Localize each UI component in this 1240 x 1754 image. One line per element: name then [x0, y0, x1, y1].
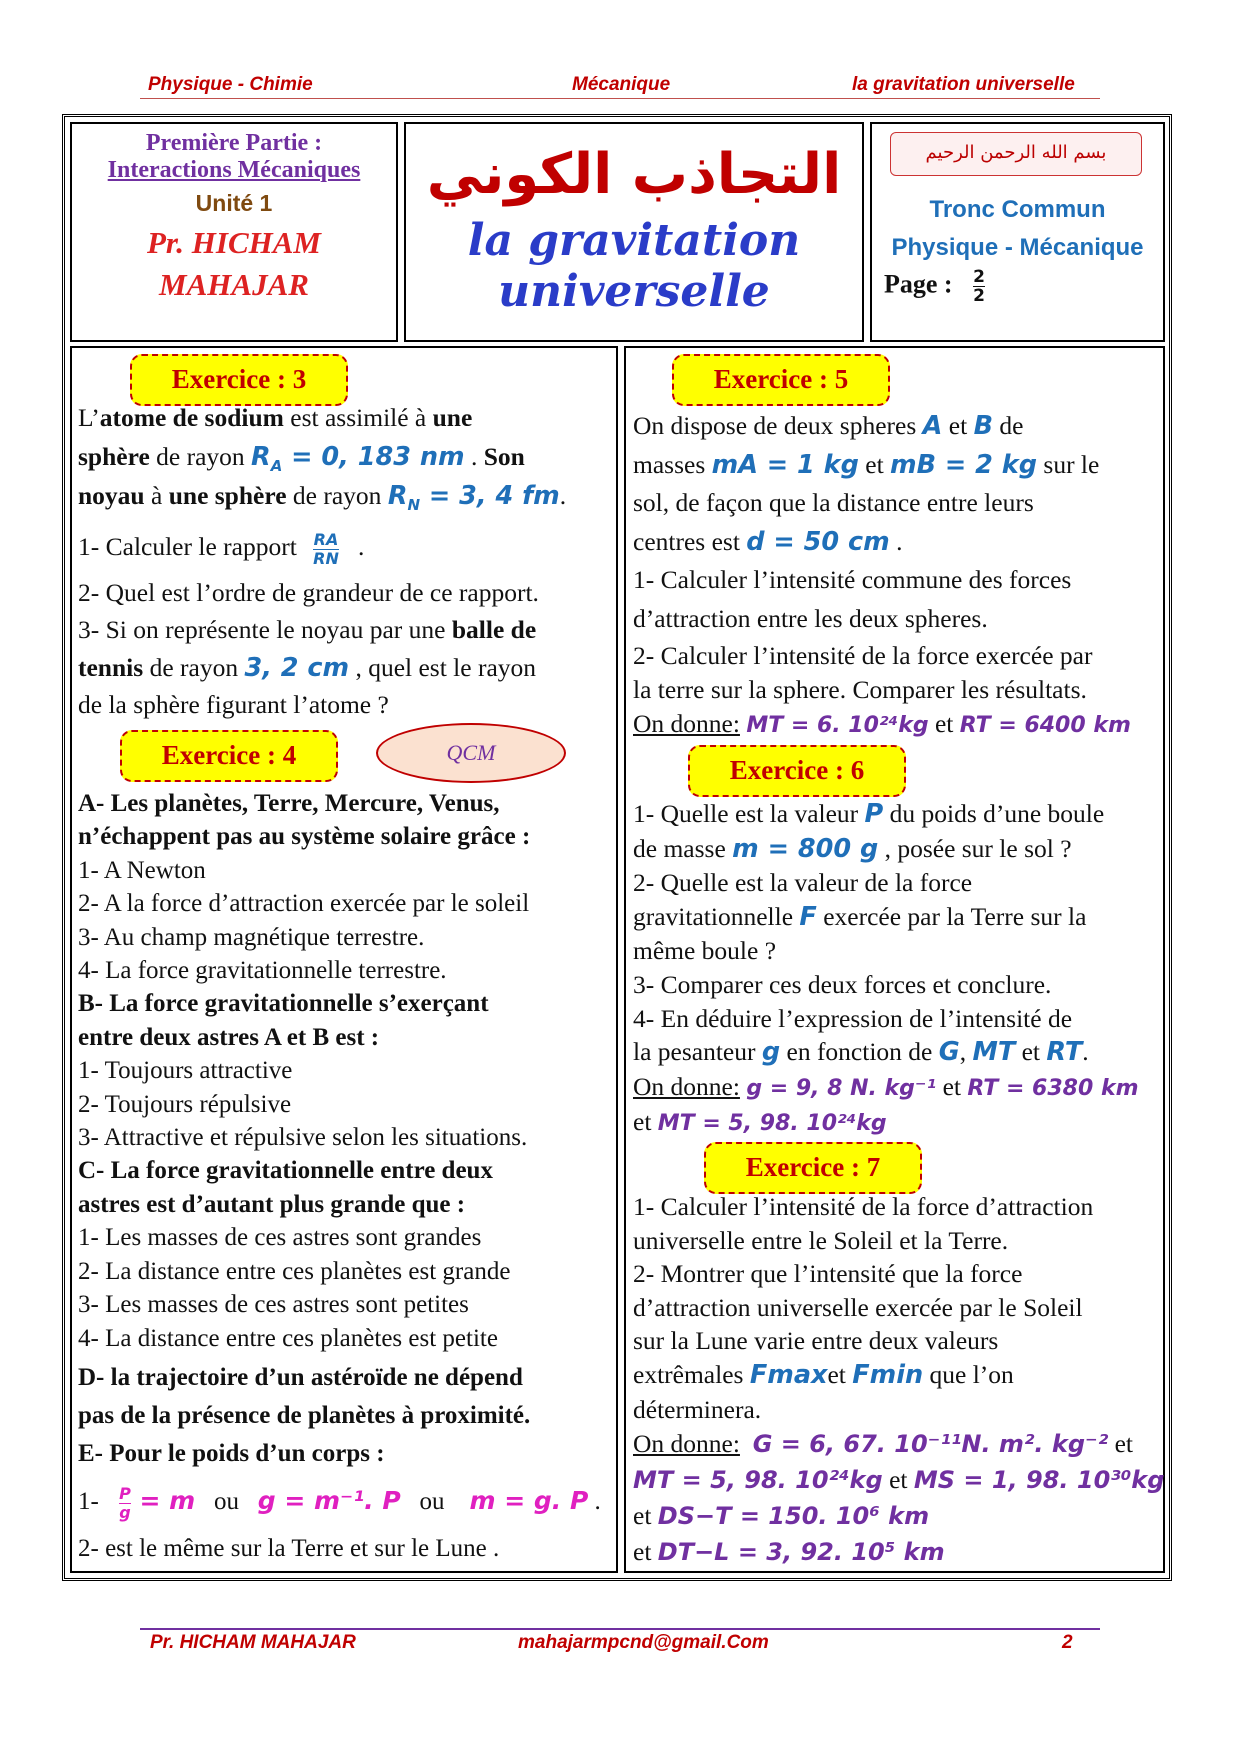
exercise-7-tag: Exercice : 7: [704, 1142, 922, 1194]
exercise-4-tag: Exercice : 4: [120, 730, 338, 782]
footer-author: Pr. HICHAM MAHAJAR: [150, 1632, 356, 1653]
teacher-last: MAHAJAR: [159, 267, 309, 302]
interactions-label: Interactions Mécaniques: [107, 157, 361, 183]
ex4-B-option: 1- Toujours attractive: [78, 1057, 293, 1085]
ex4-B-option: 3- Attractive et répulsive selon les situations.: [78, 1124, 528, 1152]
t: et: [928, 708, 960, 738]
ex6-question-2d: même boule ?: [633, 936, 777, 966]
footer-page-number: 2: [1062, 1632, 1073, 1653]
ex5-question-1b: d’attraction entre les deux spheres.: [633, 603, 988, 633]
t: 1-: [78, 1487, 99, 1515]
t: MT: [972, 1037, 1016, 1068]
t: RT = 6400 km: [959, 712, 1131, 738]
ex3-question-3-end: de la sphère figurant l’atome ?: [78, 690, 389, 719]
ex4-C-line2: astres est d’autant plus grande que :: [78, 1190, 466, 1218]
t: g: [119, 1502, 131, 1522]
t: tennis: [78, 653, 144, 682]
ex4-C-option: 3- Les masses de ces astres sont petites: [78, 1291, 469, 1319]
t: atome de sodium: [99, 403, 284, 432]
t: m = g. P: [469, 1485, 589, 1515]
t: et: [942, 411, 974, 440]
page-fraction: [973, 268, 985, 305]
t: R: [251, 442, 271, 472]
t: RA: [313, 529, 339, 549]
t: et: [633, 1501, 658, 1531]
t: et: [882, 1465, 914, 1495]
t: de masse: [633, 833, 733, 863]
t: centres est: [633, 526, 747, 556]
t: et: [633, 1107, 658, 1137]
exercise-3-tag: Exercice : 3: [130, 354, 348, 406]
t: = m: [130, 1485, 196, 1515]
ex5-question-1: 1- Calculer l’intensité commune des forces: [633, 565, 1072, 595]
footer-email[interactable]: mahajarmpcnd@gmail.Com: [518, 1632, 769, 1653]
page-indicator: [884, 268, 1163, 305]
page-total: 2: [973, 286, 985, 306]
ex4-A-option: 4- La force gravitationnelle terrestre.: [78, 957, 447, 985]
exercise-6-body: 1- Quelle est la valeur P du poids d’une boule de masse m = 800 g , posée sur le sol ? 2- Quelle est la valeur de la force gravitationnelle F exercée par la Terre sur la même boule ? 3- Comparer ces deux forces et conclure. 4- En déduire l’expression de l’intensité de la pesanteur g en fonction de G, MT et RT. On donne: g = 9, 8 N. kg⁻¹ et RT = 6380 km et MT = 5, 98. 10²⁴kg: [633, 797, 1168, 1141]
t: DT−L = 3, 92. 10⁵ km: [657, 1538, 945, 1567]
t: balle de: [451, 615, 537, 644]
header-subject: Physique - Chimie: [148, 74, 313, 95]
t: mA = 1 kg: [711, 449, 859, 480]
ex4-C-line1: C- La force gravitationnelle entre deux: [78, 1157, 493, 1185]
t: A: [922, 411, 943, 441]
ex4-A-line2: n’échappent pas au système solaire grâce :: [78, 823, 531, 851]
exercise-7-body: [633, 1190, 1168, 1570]
ex4-E-option-2: 2- est le même sur la Terre et sur le Lune .: [78, 1534, 500, 1562]
t: MT = 5, 98. 10²⁴kg: [657, 1111, 887, 1137]
t: B: [973, 411, 993, 441]
ex4-E-line1: E- Pour le poids d’un corps :: [78, 1439, 385, 1467]
t: ou: [213, 1487, 239, 1515]
ex4-A-option: 3- Au champ magnétique terrestre.: [78, 923, 425, 951]
ex5-question-2: 2- Calculer l’intensité de la force exercée par: [633, 640, 1093, 670]
t: = 3, 4 fm: [420, 481, 560, 511]
ex7-question-2: 2- Montrer que l’intensité que la force: [633, 1259, 1023, 1289]
qcm-badge: QCM: [376, 723, 566, 783]
t: On donne:: [633, 708, 740, 738]
t: MT = 6. 10²⁴kg: [746, 712, 929, 738]
ex7-question-1b: universelle entre le Soleil et la Terre.: [633, 1225, 1009, 1255]
t: 1- Calculer le rapport: [78, 532, 297, 561]
t: et: [936, 1071, 968, 1101]
t: m = 800 g: [732, 833, 879, 864]
t: mB = 2 kg: [890, 449, 1038, 480]
t: est assimilé à: [283, 403, 433, 432]
header-branch: Mécanique: [572, 74, 671, 95]
title-arabic: التجاذب الكوني: [426, 142, 842, 207]
t: que l’on: [923, 1359, 1014, 1389]
ex4-A-option: 2- A la force d’attraction exercée par le soleil: [78, 890, 530, 918]
t: .: [464, 442, 484, 471]
t: = 0, 183 nm: [282, 442, 465, 472]
ex4-C-option: 4- La distance entre ces planètes est petite: [78, 1324, 498, 1352]
t: RN: [313, 548, 339, 568]
part-label: Première Partie :: [145, 130, 323, 156]
title-center-cell: [404, 122, 864, 342]
ratio-fraction: [313, 531, 339, 568]
t: g = 9, 8 N. kg⁻¹: [746, 1075, 937, 1101]
t: de: [999, 411, 1024, 440]
ex5-line3: sol, de façon que la distance entre leurs: [633, 488, 1034, 518]
ex5-question-2b: la terre sur la sphere. Comparer les résultats.: [633, 674, 1087, 704]
ex6-question-4: 4- En déduire l’expression de l’intensité de: [633, 1003, 1073, 1033]
t: 1- Quelle est la valeur: [633, 799, 865, 828]
page-label: Page :: [884, 269, 953, 299]
t: de rayon: [149, 442, 252, 471]
t: On donne:: [633, 1071, 740, 1101]
t: du poids d’une boule: [883, 799, 1105, 828]
ex4-A-line1: A- Les planètes, Terre, Mercure, Venus,: [78, 790, 500, 817]
t: G = 6, 67. 10⁻¹¹N. m². kg⁻²: [752, 1430, 1109, 1459]
header-divider: [140, 98, 1100, 99]
header-topic: la gravitation universelle: [852, 74, 1075, 95]
t: L’: [78, 403, 100, 432]
title-french: la gravitation universelle: [467, 215, 801, 317]
t: , posée sur le sol ?: [878, 833, 1072, 863]
t: MS = 1, 98. 10³⁰kg: [913, 1466, 1165, 1495]
exercise-5-body: On dispose de deux spheres A et B de masses mA = 1 kg et mB = 2 kg sur le sol, de façon que la distance entre leurs centres est d = 50 cm . 1- Calculer l’intensité commune des forces d’attraction entre les deux spheres. 2- Calculer l’intensité de la force exercée par la terre sur la sphere. Comparer les résultats. On donne: MT = 6. 10²⁴kg et RT = 6400 km: [633, 407, 1163, 743]
t: une: [432, 403, 473, 432]
t: P: [119, 1483, 131, 1503]
teacher-first: Pr. HICHAM: [147, 225, 321, 260]
t: d = 50 cm: [746, 526, 890, 557]
t: à: [144, 481, 169, 510]
t: N: [407, 496, 421, 515]
t: sphère: [78, 442, 150, 471]
t: g = m⁻¹. P: [257, 1485, 401, 1515]
ex4-E-option-1: 1- $\frac{P}{g}$ = m ou g = m⁻¹. P ou m = g. P .: [78, 1483, 601, 1522]
p-over-g-fraction: [119, 1485, 131, 1522]
ex4-D-line2: pas de la présence de planètes à proximité.: [78, 1401, 531, 1429]
basmala-calligraphy: بسم الله الرحمن الرحيم: [890, 132, 1142, 176]
exercise-5-tag: Exercice : 5: [672, 354, 890, 406]
exercise-4-body: [78, 787, 613, 1569]
ex4-B-line1: B- La force gravitationnelle s’exerçant: [78, 990, 489, 1018]
t: Fmax: [749, 1359, 828, 1390]
page-number: 2: [973, 267, 985, 287]
ex4-B-option: 2- Toujours répulsive: [78, 1090, 292, 1118]
title-left-cell: [70, 122, 398, 342]
ex4-B-line2: entre deux astres A et B est :: [78, 1023, 380, 1051]
t: P: [864, 799, 884, 829]
t: On dispose de deux spheres: [633, 411, 923, 440]
t: On donne:: [633, 1429, 740, 1459]
ex4-D-line1: D- la trajectoire d’un astéroïde ne dépend: [78, 1363, 523, 1391]
level-label: Tronc Commun: [929, 196, 1106, 223]
t: G: [938, 1037, 960, 1068]
t: gravitationnelle: [633, 901, 800, 931]
t: et: [858, 449, 891, 479]
course-label: Physique - Mécanique: [891, 234, 1144, 261]
t: ou: [419, 1487, 445, 1515]
t: R: [387, 481, 408, 511]
title-right-cell: [870, 122, 1165, 342]
ex7-question-2b: d’attraction universelle exercée par le Soleil: [633, 1292, 1083, 1322]
t: sur le: [1037, 449, 1100, 479]
ex7-question-2c: sur la Lune varie entre deux valeurs: [633, 1326, 999, 1356]
ex7-question-2g: déterminera.: [633, 1394, 762, 1424]
t: RT: [1046, 1037, 1083, 1068]
t: DS−T = 150. 10⁶ km: [657, 1502, 930, 1531]
t: 3, 2 cm: [244, 653, 350, 683]
ex4-C-option: 2- La distance entre ces planètes est grande: [78, 1257, 511, 1285]
footer-divider: [140, 1628, 1100, 1630]
t: une sphère: [168, 481, 287, 510]
t: et: [827, 1359, 853, 1389]
t: en fonction de: [780, 1037, 939, 1067]
t: masses: [633, 449, 712, 479]
t: , quel est le rayon: [349, 653, 537, 682]
t: MT = 5, 98. 10²⁴kg: [633, 1466, 883, 1495]
unit-label: Unité 1: [195, 190, 273, 216]
t: exercée par la Terre sur la: [816, 901, 1087, 931]
ex6-question-2: 2- Quelle est la valeur de la force: [633, 868, 973, 898]
t: A: [270, 457, 283, 476]
ex6-question-3: 3- Comparer ces deux forces et conclure.: [633, 969, 1052, 999]
t: 3- Si on représente le noyau par une: [78, 615, 452, 644]
t: de rayon: [286, 481, 388, 510]
t: RT = 6380 km: [967, 1075, 1139, 1101]
t: noyau: [78, 481, 145, 510]
exercise-3-body: L’atome de sodium est assimilé à une sphère de rayon $R_A = 0$, 183 nm . Son noyau à une sphère de rayon $R_N = 3$, 4 fm. 1- Calculer le rapport $\frac{RA}{RN}$ . 2- Quel est l’ordre de grandeur de ce rapport. 3- Si on représente le noyau par une balle de tennis de rayon 3, 2 cm , quel est le rayon de la sphère figurant l’atome ?: [78, 401, 613, 725]
t: et: [633, 1537, 658, 1567]
ex3-question-2: 2- Quel est l’ordre de grandeur de ce rapport.: [78, 578, 539, 607]
t: la pesanteur: [633, 1037, 762, 1067]
t: extrêmales: [633, 1359, 750, 1389]
t: et: [1108, 1429, 1134, 1459]
t: de rayon: [143, 653, 245, 682]
ex7-question-1: 1- Calculer l’intensité de la force d’attraction: [633, 1192, 1094, 1221]
t: F: [799, 901, 817, 932]
t: g: [761, 1037, 781, 1068]
ex4-A-option: 1- A Newton: [78, 856, 206, 884]
t: Fmin: [852, 1359, 924, 1390]
exercise-6-tag: Exercice : 6: [688, 745, 906, 797]
t: Son: [483, 442, 525, 471]
ex4-C-option: 1- Les masses de ces astres sont grandes: [78, 1224, 482, 1252]
